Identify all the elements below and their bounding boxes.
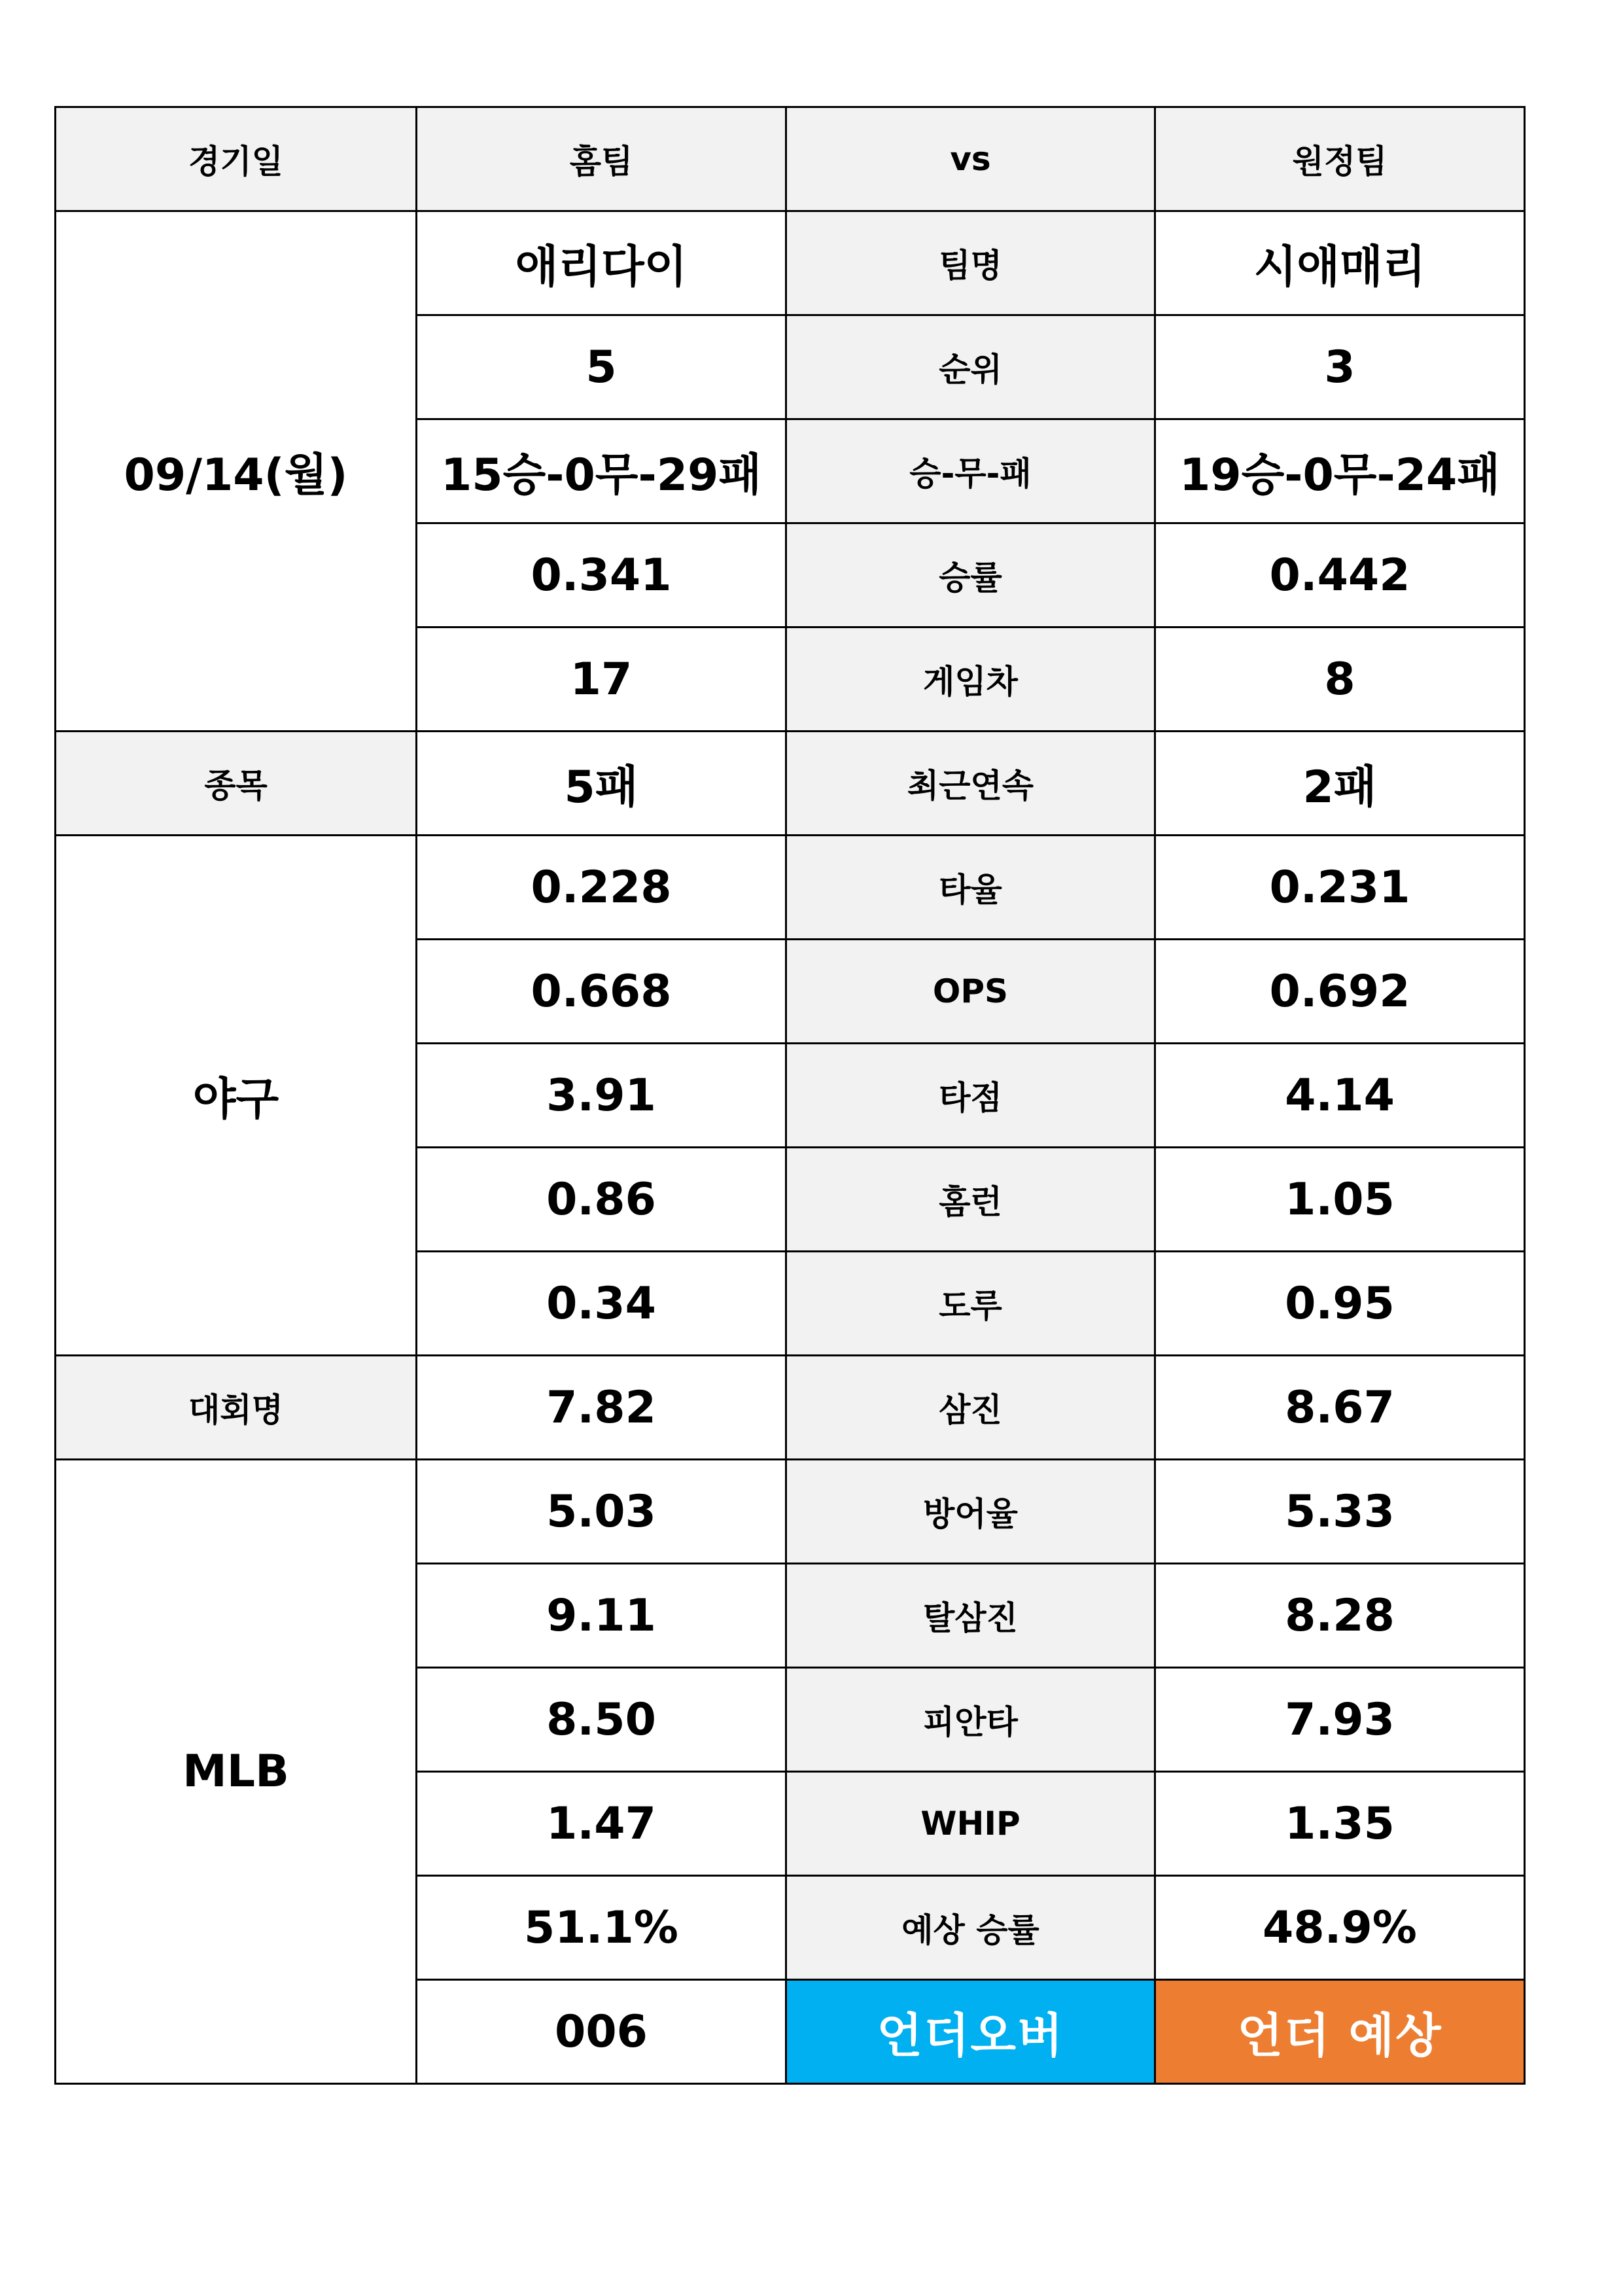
away-value: 0.95: [1155, 1252, 1525, 1356]
away-value: 7.93: [1155, 1668, 1525, 1772]
row-label: 최근연속: [786, 732, 1155, 836]
date-header: 경기일: [56, 107, 417, 211]
row-label: 승-무-패: [786, 419, 1155, 523]
home-value: 7.82: [417, 1356, 786, 1460]
row-label: WHIP: [786, 1772, 1155, 1876]
row-label: 탈삼진: [786, 1564, 1155, 1668]
home-header: 홈팀: [417, 107, 786, 211]
away-value: 5.33: [1155, 1460, 1525, 1564]
home-team-name: 애리다이: [417, 211, 786, 315]
home-value: 9.11: [417, 1564, 786, 1668]
away-value: 0.231: [1155, 836, 1525, 940]
header-row: [56, 107, 1525, 211]
game-number: 006: [417, 1980, 786, 2084]
away-value: 48.9%: [1155, 1876, 1525, 1980]
away-value: 1.05: [1155, 1148, 1525, 1252]
home-value: 0.668: [417, 940, 786, 1044]
away-value: 0.692: [1155, 940, 1525, 1044]
game-date: 09/14(월): [56, 211, 417, 732]
away-header: 원정팀: [1155, 107, 1525, 211]
home-value: 0.228: [417, 836, 786, 940]
home-value: 0.341: [417, 523, 786, 627]
away-value: 8.28: [1155, 1564, 1525, 1668]
away-value: 8.67: [1155, 1356, 1525, 1460]
away-value: 0.442: [1155, 523, 1525, 627]
table-row: [56, 836, 1525, 940]
table-row: [56, 1460, 1525, 1564]
away-value: 8: [1155, 627, 1525, 732]
table-row: [56, 211, 1525, 315]
row-label: 순위: [786, 315, 1155, 419]
away-value: 19승-0무-24패: [1155, 419, 1525, 523]
away-team-name: 시애매리: [1155, 211, 1525, 315]
away-value: 3: [1155, 315, 1525, 419]
row-label: 삼진: [786, 1356, 1155, 1460]
home-pick-badge: 언더 예상: [1155, 1980, 1525, 2084]
row-label: 타점: [786, 1044, 1155, 1148]
row-label: 방어율: [786, 1460, 1155, 1564]
row-label: 도루: [786, 1252, 1155, 1356]
home-value: 15승-0무-29패: [417, 419, 786, 523]
bet-type-badge: 언더오버: [786, 1980, 1155, 2084]
match-stats-table: [54, 106, 1526, 2085]
home-value: 51.1%: [417, 1876, 786, 1980]
row-label: 타율: [786, 836, 1155, 940]
away-value: 2패: [1155, 732, 1525, 836]
row-label: 승률: [786, 523, 1155, 627]
home-value: 0.86: [417, 1148, 786, 1252]
away-value: 1.35: [1155, 1772, 1525, 1876]
row-label: 게임차: [786, 627, 1155, 732]
row-label: 예상 승률: [786, 1876, 1155, 1980]
sport-label: 종목: [56, 732, 417, 836]
home-value: 3.91: [417, 1044, 786, 1148]
home-value: 17: [417, 627, 786, 732]
league-label: 대회명: [56, 1356, 417, 1460]
home-value: 5: [417, 315, 786, 419]
vs-header: vs: [786, 107, 1155, 211]
row-label: 팀명: [786, 211, 1155, 315]
away-value: 4.14: [1155, 1044, 1525, 1148]
home-value: 1.47: [417, 1772, 786, 1876]
table-row: [56, 1356, 1525, 1460]
league-value: MLB: [56, 1460, 417, 2084]
sport-value: 야구: [56, 836, 417, 1356]
home-value: 5패: [417, 732, 786, 836]
home-value: 8.50: [417, 1668, 786, 1772]
table-row: [56, 732, 1525, 836]
row-label: OPS: [786, 940, 1155, 1044]
row-label: 홈런: [786, 1148, 1155, 1252]
home-value: 0.34: [417, 1252, 786, 1356]
home-value: 5.03: [417, 1460, 786, 1564]
row-label: 피안타: [786, 1668, 1155, 1772]
